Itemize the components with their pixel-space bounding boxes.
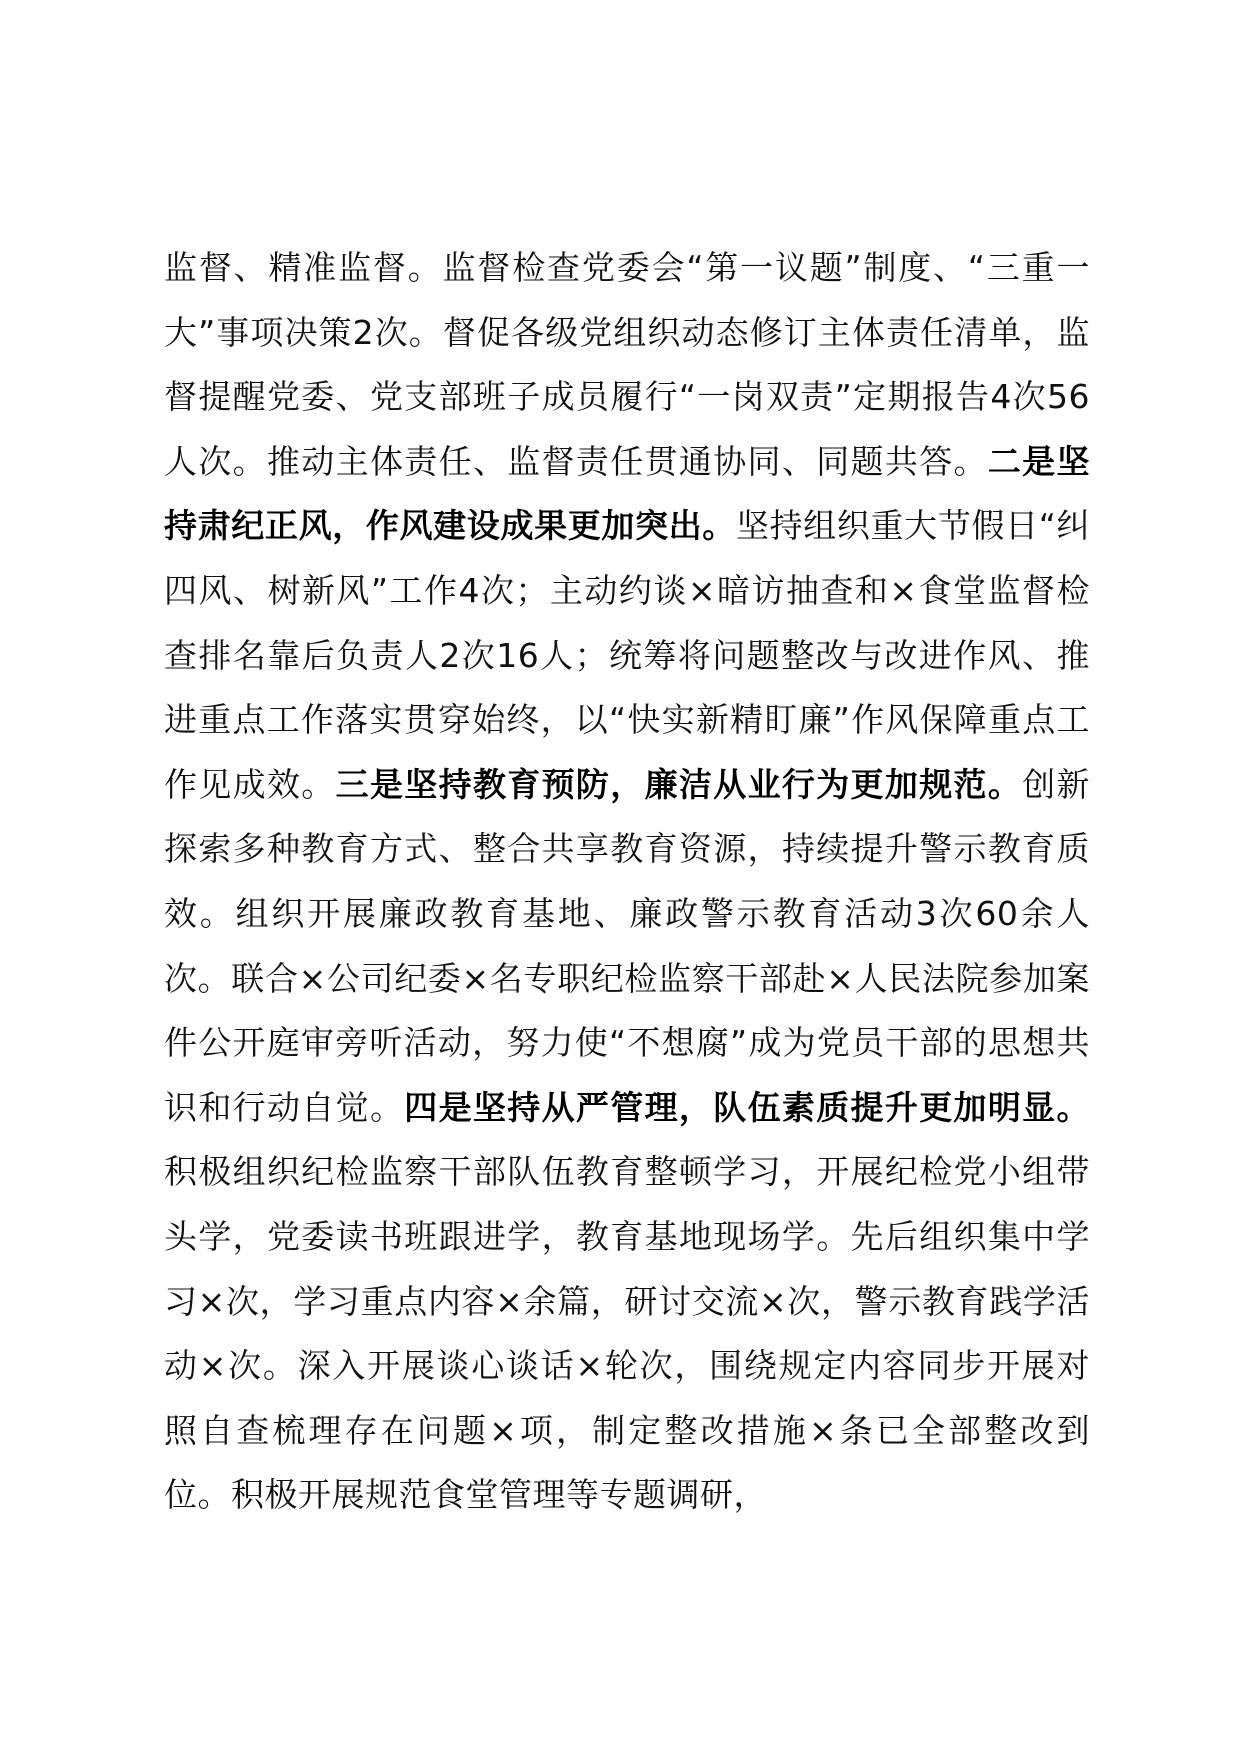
paragraph-segment-text: 积极组织纪检监察干部队伍教育整顿学习，开展纪检党小组带头学，党委读书班跟进学，教育基地现场学。先后组织集中学习×次，学习重点内容×余篇，研讨交流×次，警示教育践学活动×次。深入开展谈心谈话×轮次，围绕规定内容同步开展对照自查梳理存在问题×项，制定整改措施×条已全部整改到位。积极开展规范食堂管理等专题调研， <box>164 1152 1090 1515</box>
paragraph-segment-text: 坚持组织重大节假日“纠四风、树新风”工作4次；主动约谈×暗访抽查和×食堂监督检查排名靠后负责人2次16人；统筹将问题整改与改进作风、推进重点工作落实贯穿始终，以“快实新精盯廉”作风保障重点工作见成效。 <box>164 506 1090 804</box>
paragraph-segment-text: 创新探索多种教育方式、整合共享教育资源，持续提升警示教育质效。组织开展廉政教育基地、廉政警示教育活动3次60余人次。联合×公司纪委×名专职纪检监察干部赴×人民法院参加案件公开庭审旁听活动，努力使“不想腐”成为党员干部的思想共识和行动自觉。 <box>164 764 1091 1127</box>
paragraph-heading-four: 四是坚持从严管理，队伍素质提升更加明显。 <box>404 1087 1091 1127</box>
paragraph-heading-three: 三是坚持教育预防，廉洁从业行为更加规范。 <box>335 764 1023 804</box>
paragraph-segment-text: 监督、精准监督。监督检查党委会“第一议题”制度、“三重一大”事项决策2次。督促各级党组织动态修订主体责任清单，监督提醒党委、党支部班子成员履行“一岗双责”定期报告4次56人次。推动主体责任、监督责任贯通协同、同题共答。 <box>164 248 1090 481</box>
paragraph-heading-two: 二是坚持肃纪正风，作风建设成果更加突出。 <box>164 441 1091 546</box>
body-paragraph <box>164 236 1090 1528</box>
